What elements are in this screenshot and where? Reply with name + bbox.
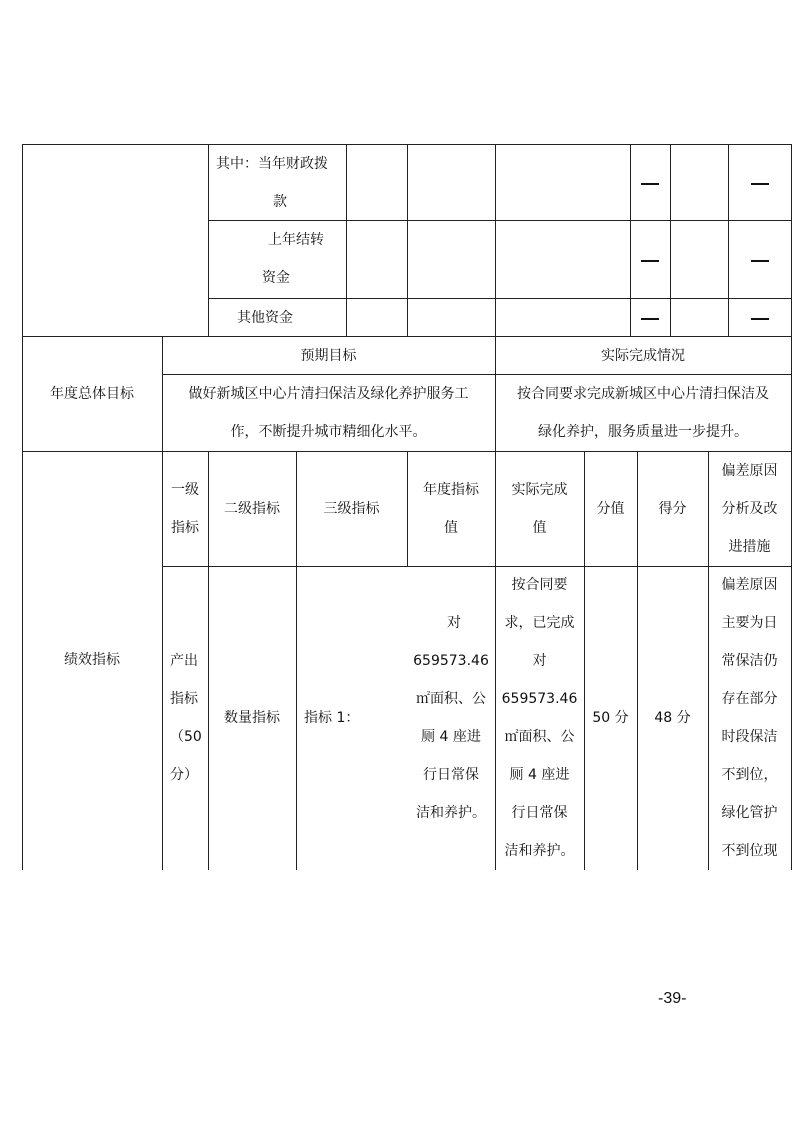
empty-dash (751, 318, 769, 320)
annual-target-value-header: 年度指标 值 (423, 482, 479, 536)
empty-dash (641, 260, 659, 262)
col-divider (495, 144, 496, 336)
col-divider (407, 144, 408, 336)
carryover-funding-label: 上年结转 资金 (262, 232, 324, 286)
empty-dash (751, 260, 769, 262)
score-value-header: 分值 (596, 501, 625, 517)
other-funding-label: 其他资金 (237, 310, 293, 326)
level3-indicator-header: 三级指标 (323, 501, 380, 517)
level2-indicator-header: 二级指标 (224, 501, 280, 517)
empty-dash (641, 318, 659, 320)
empty-dash (641, 183, 659, 185)
level1-output-indicator: 产出 指标 （50 分） (170, 653, 202, 783)
level1-indicator-header: 一级 指标 (171, 482, 199, 536)
col-divider (630, 144, 631, 336)
level2-quantity-indicator: 数量指标 (224, 710, 280, 726)
row-divider (162, 566, 792, 567)
col-divider (208, 144, 209, 336)
annual-target-value: 对 659573.46 ㎡面积、公 厕 4 座进 行日常保 洁和养护。 (413, 615, 489, 821)
expected-goal-header: 预期目标 (300, 348, 357, 364)
performance-indicator-row-label: 绩效指标 (64, 652, 120, 668)
level3-indicator-1: 指标 1： (304, 710, 360, 726)
deviation-analysis-header: 偏差原因 分析及改 进措施 (721, 463, 778, 555)
empty-dash (751, 183, 769, 185)
current-year-funding-label: 其中：当年财政拨 款 (216, 156, 328, 210)
actual-value: 按合同要 求，已完成 对 659573.46 ㎡面积、公 厕 4 座进 行日常保 洁和养护。 (501, 577, 578, 859)
expected-goal-text: 做好新城区中心片清扫保洁及绿化养护服务工 作，不断提升城市精细化水平。 (188, 386, 469, 440)
col-divider (346, 144, 347, 336)
score: 48 分 (654, 710, 691, 726)
deviation-analysis: 偏差原因 主要为日 常保洁仍 存在部分 时段保洁 不到位， 绿化管护 不到位现 (721, 577, 778, 859)
actual-value-header: 实际完成 值 (511, 482, 568, 536)
table-border-right (791, 144, 792, 870)
actual-completion-text: 按合同要求完成新城区中心片清扫保洁及 绿化养护，服务质量进一步提升。 (517, 386, 769, 440)
table-border-left (22, 144, 23, 870)
score-value: 50 分 (592, 710, 629, 726)
col-divider (670, 144, 671, 336)
annual-goal-row-label: 年度总体目标 (50, 386, 134, 402)
score-header: 得分 (658, 501, 687, 517)
page-number: -39- (658, 990, 687, 1007)
col-divider (728, 144, 729, 336)
actual-completion-header: 实际完成情况 (601, 348, 685, 364)
